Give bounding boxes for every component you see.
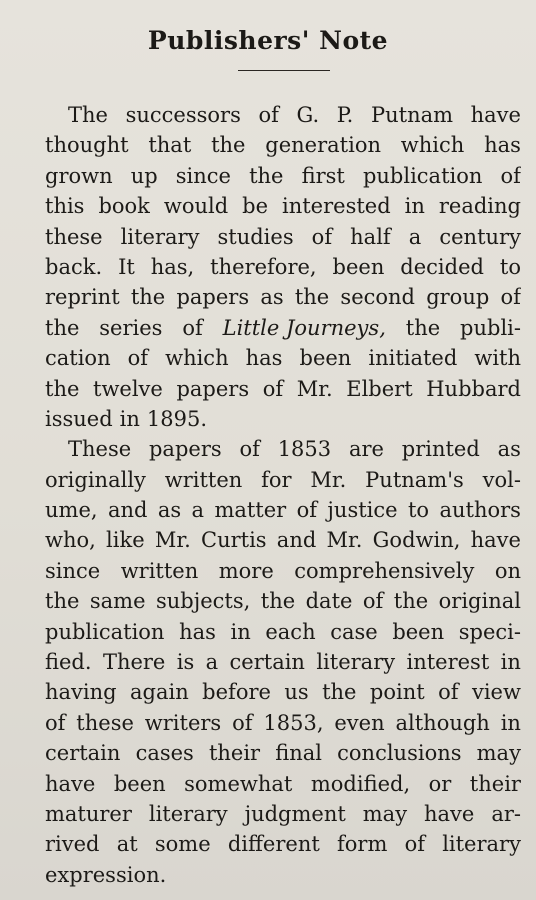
word: Mr.: [310, 467, 347, 492]
word: been: [299, 346, 352, 371]
word: justice: [327, 498, 398, 523]
word: which: [400, 133, 465, 158]
word: has,: [150, 254, 195, 279]
word: ume,: [45, 498, 98, 523]
word: book: [98, 194, 150, 219]
word: 1853,: [263, 710, 324, 735]
word: conclusions: [337, 741, 462, 766]
word: speci-: [458, 619, 521, 644]
word: up: [130, 163, 158, 188]
word: maturer: [45, 801, 132, 826]
text-line: [45, 404, 521, 434]
text-line: [45, 434, 521, 464]
text-line: [45, 586, 521, 616]
text-line: [45, 161, 521, 191]
text-line: [45, 343, 521, 373]
word: case: [330, 619, 378, 644]
word: interested: [282, 194, 391, 219]
word: of: [232, 710, 253, 735]
word: form: [336, 832, 388, 857]
word: on: [494, 558, 521, 583]
word: of: [500, 163, 521, 188]
word: 1895.: [146, 406, 208, 431]
word: modified,: [310, 771, 411, 796]
word: the: [322, 680, 357, 705]
word: of: [500, 285, 521, 310]
word: some: [154, 832, 211, 857]
text-line: [45, 677, 521, 707]
word: studies: [217, 224, 294, 249]
word: the: [294, 285, 330, 310]
word: since: [45, 558, 101, 583]
word: judgment: [244, 801, 346, 826]
word: has: [484, 133, 521, 158]
word: initiated: [368, 346, 458, 371]
word: been: [392, 619, 445, 644]
word: Mr.: [154, 528, 191, 553]
word: writers: [144, 710, 222, 735]
word: 1853: [277, 437, 332, 462]
word: as: [157, 498, 182, 523]
word: of: [438, 680, 459, 705]
word: the: [45, 315, 80, 340]
word: Curtis: [201, 528, 267, 553]
text-line: [45, 860, 521, 890]
word: a: [205, 650, 219, 675]
word: certain: [45, 741, 121, 766]
word: each: [265, 619, 316, 644]
word: of: [239, 437, 260, 462]
word: expression.: [45, 862, 167, 887]
word: and: [107, 498, 148, 523]
word: and: [276, 528, 317, 553]
word: the: [260, 589, 296, 614]
word: of: [127, 346, 149, 371]
word: a: [191, 498, 205, 523]
word: may: [476, 741, 521, 766]
word: papers: [176, 376, 250, 401]
word: date: [305, 589, 353, 614]
page-title: Publishers' Note: [147, 26, 389, 55]
word: group: [426, 285, 490, 310]
word: are: [348, 437, 384, 462]
word: the: [249, 163, 284, 188]
word: original: [438, 589, 521, 614]
word: These: [68, 437, 132, 462]
word: There: [102, 650, 166, 675]
word: in: [500, 710, 521, 735]
word: literary: [120, 224, 200, 249]
word: Elbert: [346, 376, 413, 401]
word: half: [350, 224, 391, 249]
word: printed: [401, 437, 480, 462]
word: again: [130, 680, 189, 705]
word: written: [120, 558, 199, 583]
word: us: [284, 680, 309, 705]
word: back.: [45, 254, 103, 279]
word: grown: [45, 163, 113, 188]
word: decided: [400, 254, 484, 279]
word: to: [499, 254, 521, 279]
word: fied.: [45, 650, 92, 675]
word: The: [68, 103, 108, 127]
word: for: [261, 467, 292, 492]
word: of: [182, 315, 203, 340]
word: Putnam's: [365, 467, 464, 492]
word: written: [164, 467, 243, 492]
word: of: [262, 376, 284, 401]
text-line: [45, 738, 521, 768]
word: literary: [316, 650, 396, 675]
word: G.: [296, 103, 320, 127]
word: literary: [148, 801, 228, 826]
word: these: [76, 710, 134, 735]
word: interest: [406, 650, 490, 675]
word: the: [45, 589, 80, 614]
word: rived: [45, 832, 100, 857]
word: or: [428, 771, 452, 796]
word: papers: [148, 437, 222, 462]
word: who,: [45, 528, 96, 553]
text-line: [45, 495, 521, 525]
text-line: [45, 282, 521, 312]
word: reading: [438, 194, 521, 219]
word: authors: [439, 498, 521, 523]
text-line: [45, 799, 521, 829]
word: generation: [265, 133, 381, 158]
word: thought: [45, 133, 129, 158]
word: in: [500, 650, 521, 675]
word: publi-: [460, 315, 521, 340]
word: as: [260, 285, 284, 310]
text-line: [45, 374, 521, 404]
word: reprint: [45, 285, 120, 310]
word: first: [301, 163, 345, 188]
word: publication: [362, 163, 483, 188]
word: have: [470, 528, 521, 553]
word: successors: [125, 103, 241, 127]
text-line: [45, 465, 521, 495]
text-line: [45, 130, 521, 160]
word: been: [332, 254, 385, 279]
word: series: [99, 315, 163, 340]
word: more: [218, 558, 274, 583]
text-line: [45, 313, 521, 343]
word: even: [334, 710, 385, 735]
word: at: [116, 832, 138, 857]
word: the: [45, 376, 80, 401]
word: has: [245, 346, 283, 371]
word: this: [45, 194, 85, 219]
word: in: [404, 194, 425, 219]
word: publication: [45, 619, 165, 644]
word: vol-: [482, 467, 521, 492]
text-line: [45, 191, 521, 221]
word: be: [242, 194, 269, 219]
word: which: [165, 346, 229, 371]
word: of: [258, 103, 279, 127]
word: view: [471, 680, 521, 705]
word: their: [469, 771, 521, 796]
text-line: [45, 222, 521, 252]
word: of: [362, 589, 384, 614]
text-line: [45, 647, 521, 677]
word: the: [130, 285, 166, 310]
word: like: [106, 528, 145, 553]
word: certain: [229, 650, 305, 675]
text-line: [45, 617, 521, 647]
text-line: [45, 708, 521, 738]
word: have: [45, 771, 96, 796]
word: their: [208, 741, 261, 766]
word: the: [405, 315, 441, 340]
text-line: [45, 100, 521, 130]
word: these: [45, 224, 103, 249]
title-rule: [238, 70, 330, 71]
word: comprehensively: [294, 558, 475, 583]
word: although: [395, 710, 490, 735]
word: before: [202, 680, 271, 705]
word: as: [497, 437, 521, 462]
word: with: [474, 346, 521, 371]
word: cation: [45, 346, 111, 371]
word: century: [439, 224, 521, 249]
word: point: [369, 680, 425, 705]
word: the: [393, 589, 429, 614]
word: since: [175, 163, 231, 188]
word: have: [470, 103, 521, 127]
word: Godwin,: [372, 528, 461, 553]
word: twelve: [93, 376, 163, 401]
word: of: [45, 710, 66, 735]
word: Little Journeys,: [222, 315, 386, 340]
word: literary: [442, 832, 521, 857]
word: in: [230, 619, 251, 644]
word: somewhat: [184, 771, 293, 796]
text-line: [45, 252, 521, 282]
word: may: [362, 801, 408, 826]
word: Mr.: [326, 528, 363, 553]
word: that: [148, 133, 192, 158]
word: Hubbard: [426, 376, 521, 401]
text-line: [45, 829, 521, 859]
word: of: [404, 832, 425, 857]
word: P.: [336, 103, 354, 127]
word: has: [179, 619, 216, 644]
text-line: [45, 525, 521, 555]
word: subjects,: [155, 589, 251, 614]
word: of: [296, 498, 318, 523]
word: issued: [45, 406, 113, 431]
word: ar-: [491, 801, 521, 826]
word: of: [311, 224, 333, 249]
word: same: [89, 589, 146, 614]
word: final: [275, 741, 323, 766]
word: in: [119, 406, 140, 431]
word: Mr.: [296, 376, 333, 401]
word: have: [424, 801, 475, 826]
word: having: [45, 680, 117, 705]
text-line: [45, 556, 521, 586]
body-text: [45, 100, 521, 890]
word: second: [340, 285, 415, 310]
word: would: [163, 194, 229, 219]
word: is: [176, 650, 195, 675]
word: different: [227, 832, 320, 857]
word: therefore,: [210, 254, 317, 279]
word: originally: [45, 467, 146, 492]
word: It: [118, 254, 135, 279]
word: matter: [214, 498, 287, 523]
word: papers: [176, 285, 250, 310]
word: a: [408, 224, 422, 249]
word: the: [211, 133, 246, 158]
text-line: [45, 769, 521, 799]
word: been: [113, 771, 166, 796]
word: Putnam: [370, 103, 454, 127]
word: to: [407, 498, 430, 523]
word: cases: [135, 741, 194, 766]
